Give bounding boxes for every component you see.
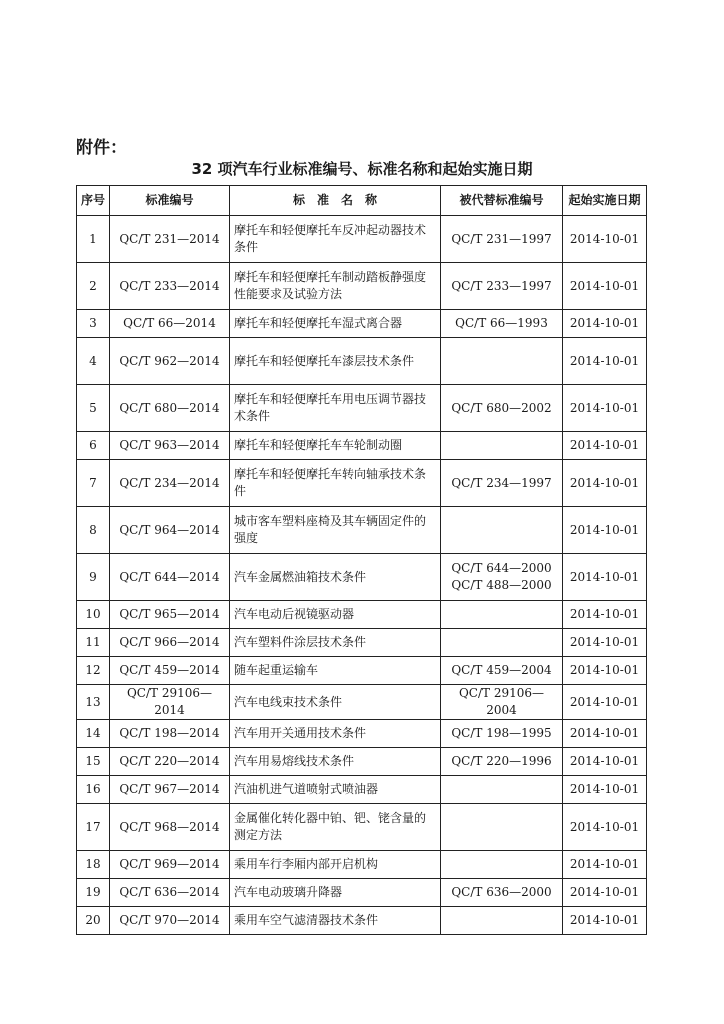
- table-row: [77, 432, 647, 460]
- table-row: [77, 263, 647, 310]
- row-no: 15: [77, 748, 110, 776]
- row-code: QC/T 29106—2014: [110, 685, 230, 720]
- table-body: [77, 216, 647, 935]
- row-code: QC/T 967—2014: [110, 776, 230, 804]
- row-name: 汽车电线束技术条件: [230, 685, 441, 720]
- table-row: [77, 776, 647, 804]
- row-name: 乘用车空气滤清器技术条件: [230, 907, 441, 935]
- row-replaced: QC/T 234—1997: [441, 460, 563, 507]
- row-name: 摩托车和轻便摩托车制动踏板静强度性能要求及试验方法: [230, 263, 441, 310]
- row-date: 2014-10-01: [563, 629, 647, 657]
- row-date: 2014-10-01: [563, 657, 647, 685]
- row-name: 汽油机进气道喷射式喷油器: [230, 776, 441, 804]
- table-row: [77, 748, 647, 776]
- row-date: 2014-10-01: [563, 460, 647, 507]
- table-row: [77, 460, 647, 507]
- header-code: 标准编号: [110, 186, 230, 216]
- standards-table: [76, 185, 647, 935]
- row-no: 12: [77, 657, 110, 685]
- row-date: 2014-10-01: [563, 601, 647, 629]
- header-date: 起始实施日期: [563, 186, 647, 216]
- row-no: 11: [77, 629, 110, 657]
- row-replaced: [441, 338, 563, 385]
- row-replaced: QC/T 636—2000: [441, 879, 563, 907]
- row-date: 2014-10-01: [563, 216, 647, 263]
- row-date: 2014-10-01: [563, 310, 647, 338]
- row-date: 2014-10-01: [563, 851, 647, 879]
- table-row: [77, 657, 647, 685]
- table-row: [77, 507, 647, 554]
- row-replaced: QC/T 233—1997: [441, 263, 563, 310]
- row-name: 摩托车和轻便摩托车车轮制动圈: [230, 432, 441, 460]
- row-name: 汽车塑料件涂层技术条件: [230, 629, 441, 657]
- table-row: [77, 629, 647, 657]
- row-code: QC/T 636—2014: [110, 879, 230, 907]
- row-code: QC/T 680—2014: [110, 385, 230, 432]
- row-replaced: QC/T 220—1996: [441, 748, 563, 776]
- row-date: 2014-10-01: [563, 554, 647, 601]
- table-row: [77, 685, 647, 720]
- table-row: [77, 338, 647, 385]
- row-code: QC/T 968—2014: [110, 804, 230, 851]
- row-replaced: [441, 776, 563, 804]
- row-date: 2014-10-01: [563, 432, 647, 460]
- row-code: QC/T 198—2014: [110, 720, 230, 748]
- row-replaced: [441, 851, 563, 879]
- table-header-row: [77, 186, 647, 216]
- table-row: [77, 601, 647, 629]
- row-no: 4: [77, 338, 110, 385]
- row-code: QC/T 220—2014: [110, 748, 230, 776]
- replaced-code-2: QC/T 488—2000: [451, 578, 552, 592]
- row-no: 7: [77, 460, 110, 507]
- row-name: 随车起重运输车: [230, 657, 441, 685]
- row-date: 2014-10-01: [563, 748, 647, 776]
- row-replaced: QC/T 66—1993: [441, 310, 563, 338]
- row-no: 18: [77, 851, 110, 879]
- row-no: 2: [77, 263, 110, 310]
- row-no: 10: [77, 601, 110, 629]
- row-code: QC/T 66—2014: [110, 310, 230, 338]
- row-date: 2014-10-01: [563, 804, 647, 851]
- row-no: 13: [77, 685, 110, 720]
- row-name: 汽车电动后视镜驱动器: [230, 601, 441, 629]
- row-name: 金属催化转化器中铂、钯、铑含量的测定方法: [230, 804, 441, 851]
- row-replaced: [441, 601, 563, 629]
- row-no: 17: [77, 804, 110, 851]
- row-date: 2014-10-01: [563, 879, 647, 907]
- row-name: 摩托车和轻便摩托车漆层技术条件: [230, 338, 441, 385]
- row-no: 5: [77, 385, 110, 432]
- row-code: QC/T 970—2014: [110, 907, 230, 935]
- row-code: QC/T 965—2014: [110, 601, 230, 629]
- row-no: 6: [77, 432, 110, 460]
- row-name: 摩托车和轻便摩托车湿式离合器: [230, 310, 441, 338]
- row-name: 汽车用易熔线技术条件: [230, 748, 441, 776]
- row-date: 2014-10-01: [563, 685, 647, 720]
- row-date: 2014-10-01: [563, 338, 647, 385]
- row-code: QC/T 231—2014: [110, 216, 230, 263]
- row-name: 汽车金属燃油箱技术条件: [230, 554, 441, 601]
- row-no: 3: [77, 310, 110, 338]
- row-replaced: [441, 804, 563, 851]
- row-name: 汽车用开关通用技术条件: [230, 720, 441, 748]
- row-replaced: QC/T 29106—2004: [441, 685, 563, 720]
- row-replaced: [441, 554, 563, 601]
- row-code: QC/T 644—2014: [110, 554, 230, 601]
- row-replaced: [441, 507, 563, 554]
- table-row: [77, 554, 647, 601]
- row-replaced: [441, 432, 563, 460]
- row-date: 2014-10-01: [563, 507, 647, 554]
- row-name: 乘用车行李厢内部开启机构: [230, 851, 441, 879]
- row-name: 摩托车和轻便摩托车转向轴承技术条件: [230, 460, 441, 507]
- row-replaced: QC/T 231—1997: [441, 216, 563, 263]
- row-code: QC/T 234—2014: [110, 460, 230, 507]
- row-replaced: QC/T 198—1995: [441, 720, 563, 748]
- table-row: [77, 907, 647, 935]
- row-name: 汽车电动玻璃升降器: [230, 879, 441, 907]
- row-date: 2014-10-01: [563, 720, 647, 748]
- row-date: 2014-10-01: [563, 263, 647, 310]
- replaced-code-1: QC/T 644—2000: [451, 561, 552, 575]
- row-replaced: [441, 629, 563, 657]
- table-row: [77, 216, 647, 263]
- row-name: 摩托车和轻便摩托车用电压调节器技术条件: [230, 385, 441, 432]
- table-row: [77, 879, 647, 907]
- page-title: 32 项汽车行业标准编号、标准名称和起始实施日期: [191, 160, 533, 178]
- row-name: 城市客车塑料座椅及其车辆固定件的强度: [230, 507, 441, 554]
- row-code: QC/T 459—2014: [110, 657, 230, 685]
- row-code: QC/T 969—2014: [110, 851, 230, 879]
- row-no: 1: [77, 216, 110, 263]
- row-code: QC/T 233—2014: [110, 263, 230, 310]
- table-row: [77, 851, 647, 879]
- row-code: QC/T 966—2014: [110, 629, 230, 657]
- row-code: QC/T 964—2014: [110, 507, 230, 554]
- row-date: 2014-10-01: [563, 385, 647, 432]
- row-no: 8: [77, 507, 110, 554]
- row-no: 9: [77, 554, 110, 601]
- table-row: [77, 720, 647, 748]
- row-code: QC/T 963—2014: [110, 432, 230, 460]
- row-replaced: QC/T 459—2004: [441, 657, 563, 685]
- row-name: 摩托车和轻便摩托车反冲起动器技术条件: [230, 216, 441, 263]
- header-no: 序号: [77, 186, 110, 216]
- row-no: 14: [77, 720, 110, 748]
- row-code: QC/T 962—2014: [110, 338, 230, 385]
- row-no: 16: [77, 776, 110, 804]
- table-row: [77, 804, 647, 851]
- row-no: 20: [77, 907, 110, 935]
- row-date: 2014-10-01: [563, 907, 647, 935]
- table-row: [77, 385, 647, 432]
- header-replaced: 被代替标准编号: [441, 186, 563, 216]
- header-name: 标 准 名 称: [230, 186, 441, 216]
- row-replaced: QC/T 680—2002: [441, 385, 563, 432]
- row-date: 2014-10-01: [563, 776, 647, 804]
- table-row: [77, 310, 647, 338]
- row-no: 19: [77, 879, 110, 907]
- row-replaced: [441, 907, 563, 935]
- attachment-label: 附件：: [76, 138, 127, 158]
